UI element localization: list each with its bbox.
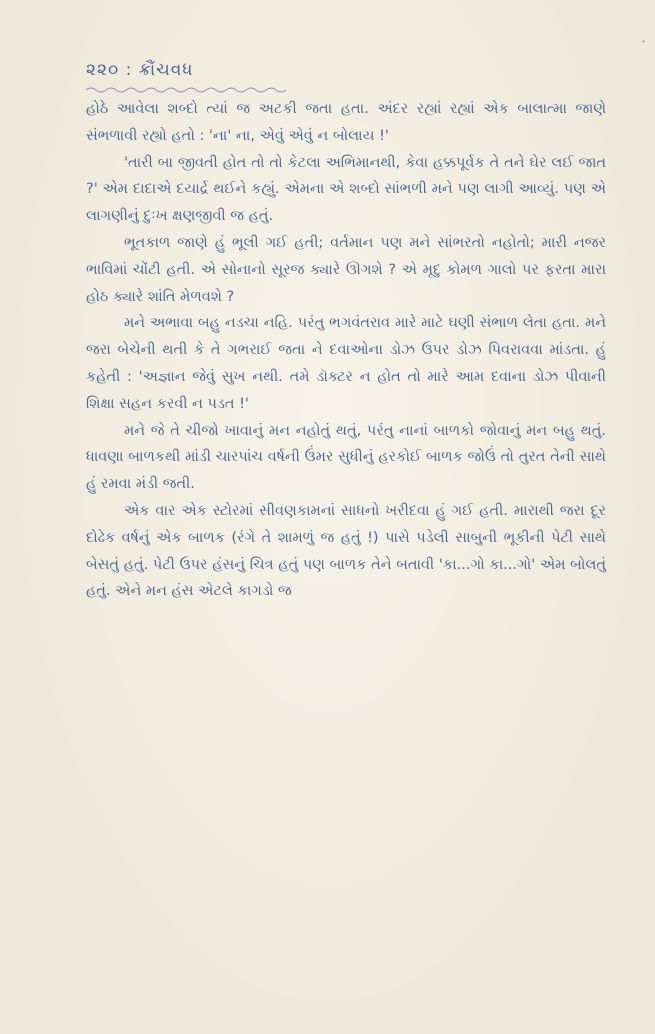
paragraph-6: એક વાર એક સ્ટોરમાં સીવણકામનાં સાધનો ખરીદવા હું ગઈ હતી. મારાથી જરા દૂર દોઢેક વર્ષનું એક બાળક (રંગે તે શામળું જ હતું !) પાસે પડેલી સાબુની ભૂકીની પેટી સાથે બેસતું હતું. પેટી ઉપર હંસનું ચિત્ર હતું પણ બાળક તેને બતાવી 'કા...ગો કા...ગો' એમ બોલતું હતું. એને મન હંસ એટલે કાગડો જ xyxy=(86,502,606,600)
paragraph-3: ભૂતકાળ જાણે હું ભૂલી ગઈ હતી; વર્તમાન પણ મને સાંભરતો નહોતો; મારી નજર ભાવિમાં ચોંટી હતી. એ સોનાનો સૂરજ ક્યારે ઊગશે ? એ મૃદુ કોમળ ગાલો પર ફરતા મારા હોઠ ક્યારે શાંતિ મેળવશે ? xyxy=(86,234,606,305)
body-text xyxy=(86,96,606,605)
paragraph-2: 'તારી બા જીવતી હોત તો તો કેટલા અભિમાનથી, કેવા હક્કપૂર્વક તે તને ઘેર લઈ જાત ?' એમ દાદાએ દયાર્દ્ર થઈને કહ્યું. એમના એ શબ્દો સાંભળી મને પણ લાગી આવ્યું. પણ એ લાગણીનું દુઃખ ક્ષણજીવી જ હતું. xyxy=(86,154,606,225)
paper-speck xyxy=(642,40,645,43)
paragraph-5: મને જે તે ચીજો ખાવાનું મન નહોતું થતું, પરંતુ નાનાં બાળકો જોવાનું મન બહુ થતું. ધાવણા બાળકથી માંડી ચારપાંચ વર્ષની ઉંમર સુધીનું હરકોઈ બાળક જોઉં તો તુરત તેની સાથે હું રમવા મંડી જતી. xyxy=(86,422,606,493)
decorative-wavy-rule xyxy=(86,86,286,94)
paragraph-1: હોઠે આવેલા શબ્દો ત્યાં જ અટકી જતા હતા. અંદર રહ્યાં રહ્યાં એક બાલાત્મા જાણે સંભળાવી રહ્યો હતો : 'ના' ના, એવું એવું ન બોલાય !' xyxy=(86,101,606,144)
running-head: ૨૨૦ : ક્રૌંચવધ xyxy=(86,60,194,80)
paragraph-4: મને અભાવા બહુ નડચા નહિ. પરંતુ ભગવંતરાવ મારે માટે ઘણી સંભાળ લેતા હતા. મને જરા બેચેની થતી કે તે ગભરાઈ જતા ને દવાઓના ડોઝ ઉપર ડોઝ પિવરાવવા માંડતા. હું કહેતી : 'અજ્ઞાન જેવું સુખ નથી. તમે ડૉક્ટર ન હોત તો મારે આમ દવાના ડોઝ પીવાની શિક્ષા સહન કરવી ન પડત !' xyxy=(86,315,606,412)
